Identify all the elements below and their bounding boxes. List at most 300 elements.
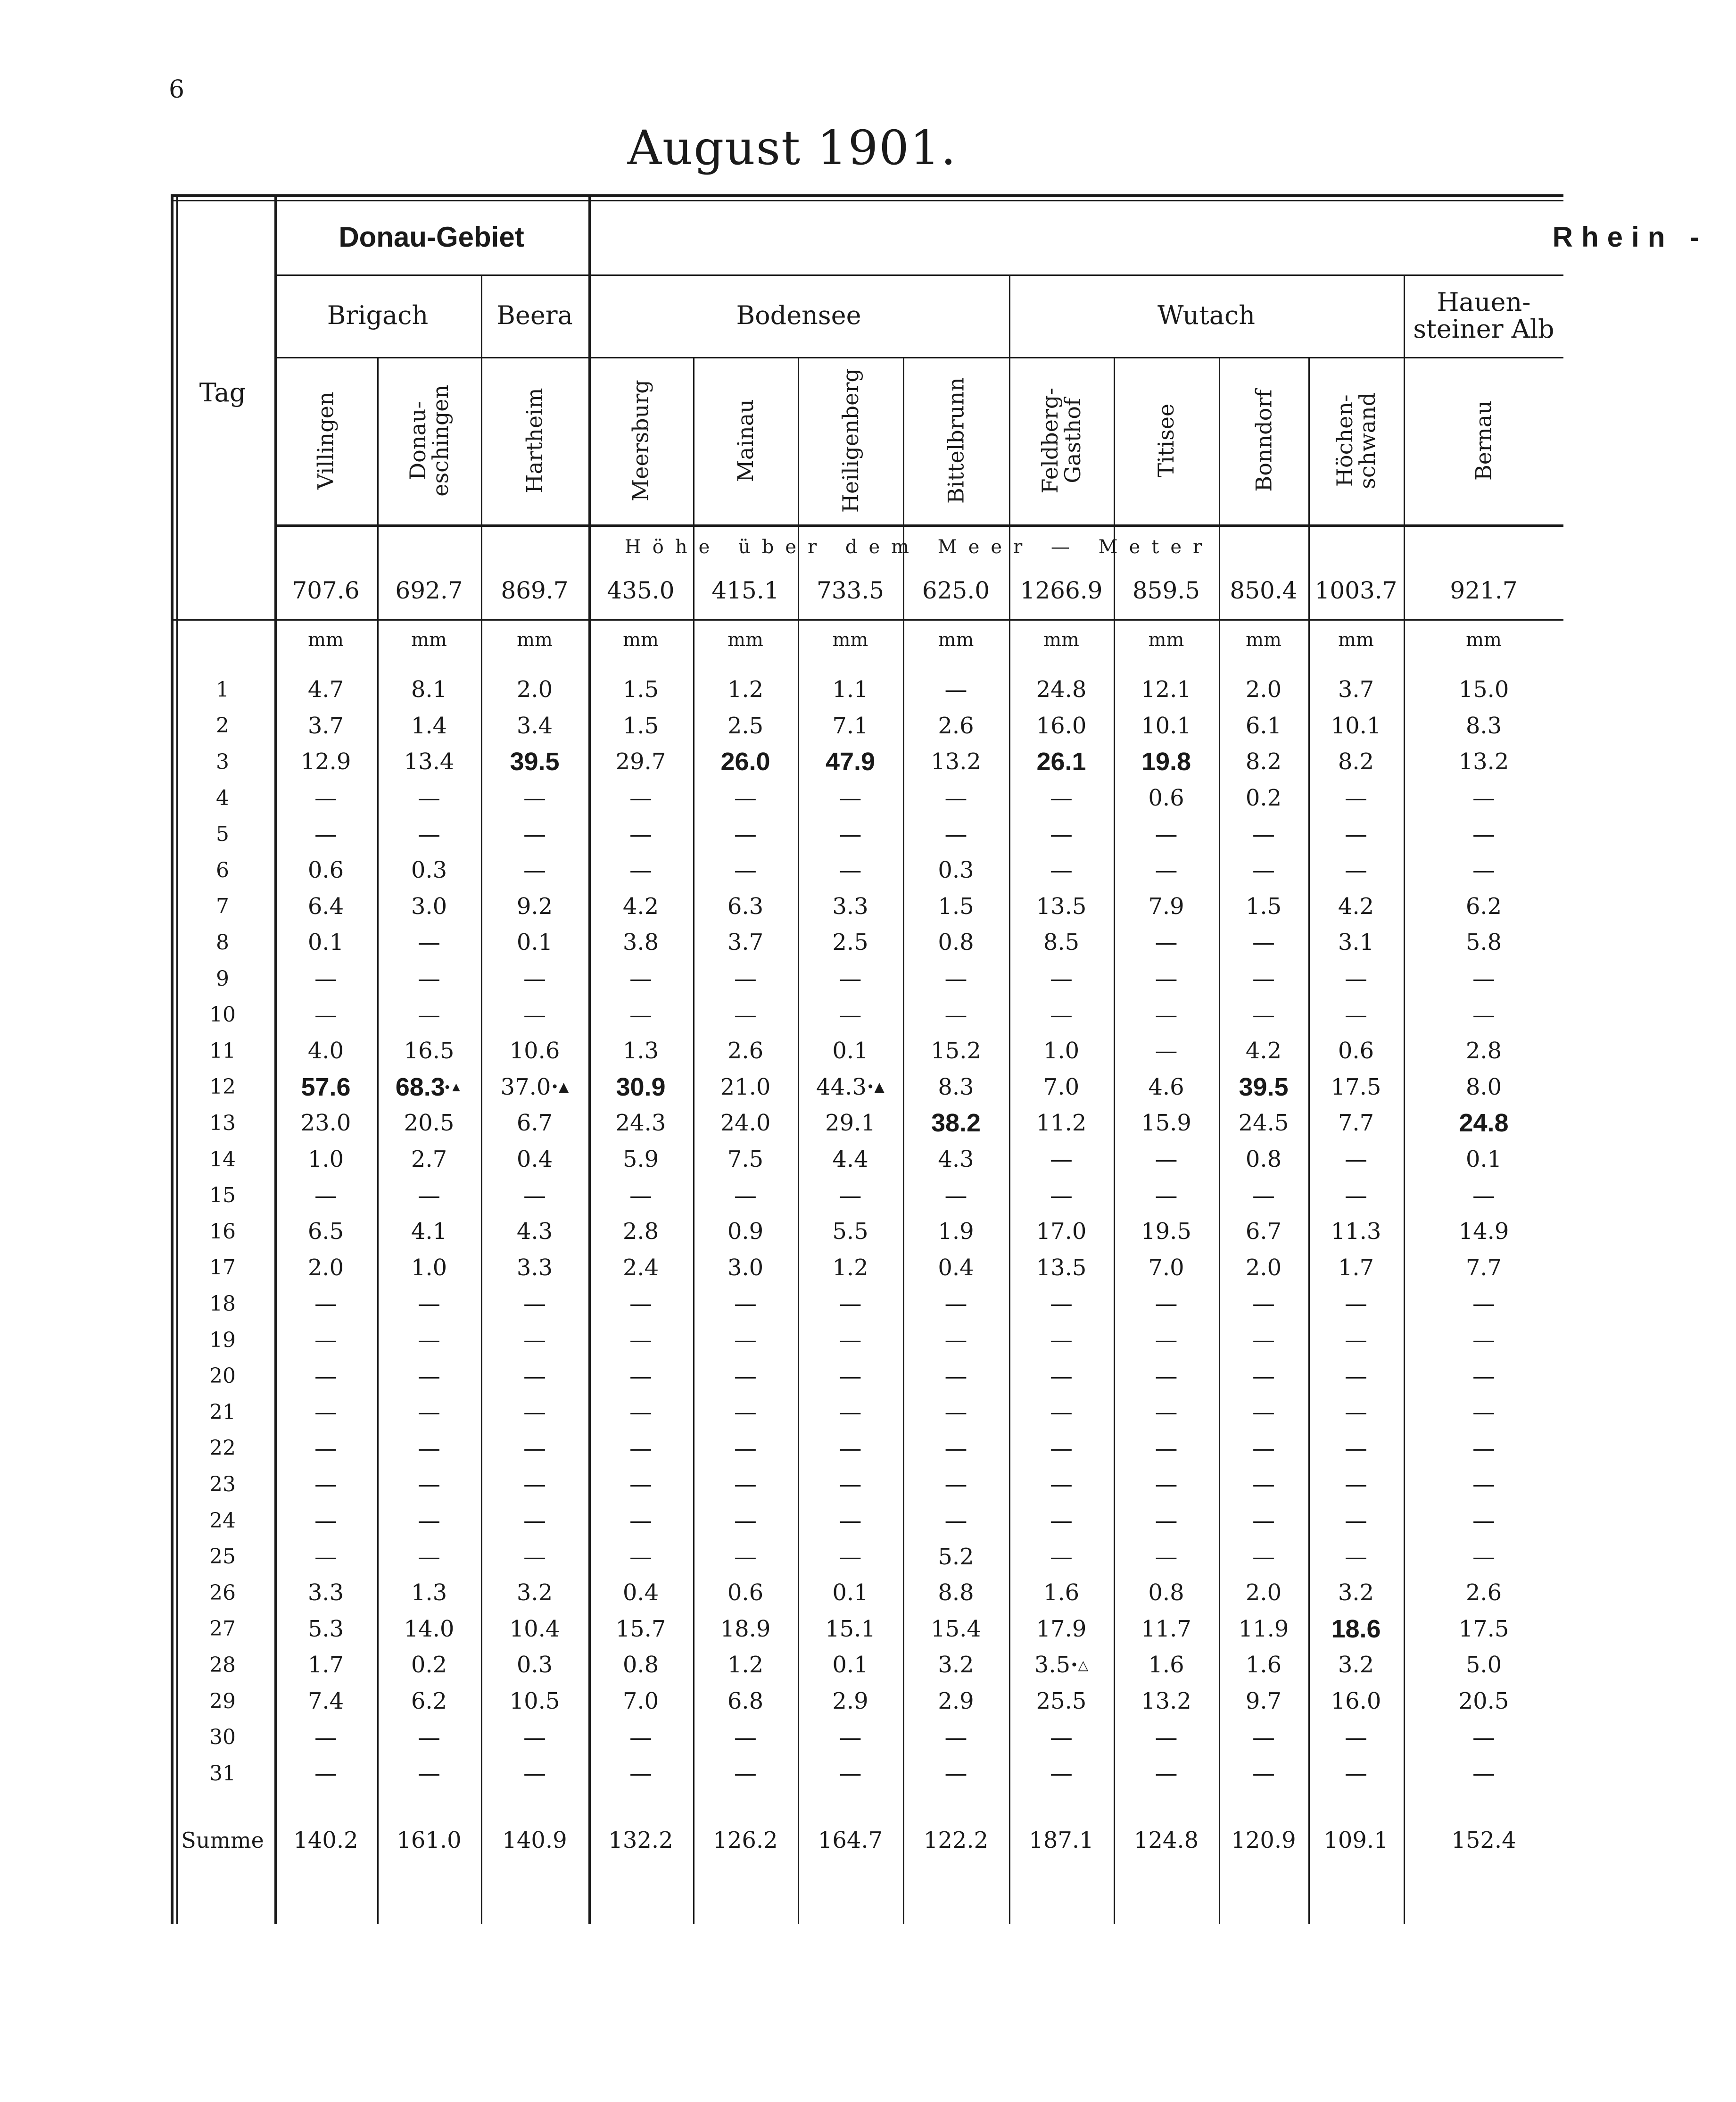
precip-value: 2.5 xyxy=(727,712,764,739)
sum-value: 120.9 xyxy=(1231,1827,1296,1853)
precip-value: — xyxy=(1345,1399,1367,1426)
sum-value: 161.0 xyxy=(397,1827,462,1853)
precip-value: — xyxy=(1345,1146,1367,1173)
day-number: 8 xyxy=(216,930,229,955)
precip-value: 7.9 xyxy=(1148,893,1184,920)
precip-value: — xyxy=(1252,1001,1275,1028)
precip-value: — xyxy=(1472,1182,1495,1209)
precip-value: — xyxy=(1050,1471,1073,1498)
sum-label: Summe xyxy=(181,1828,264,1853)
day-number: 18 xyxy=(209,1291,236,1316)
unit-label: mm xyxy=(1338,629,1374,651)
sum-value: 132.2 xyxy=(608,1827,673,1853)
precip-value: — xyxy=(1472,1399,1495,1426)
station-elevation: 435.0 xyxy=(607,577,675,604)
precip-value: 1.7 xyxy=(307,1652,344,1678)
precip-value: 9.2 xyxy=(516,893,553,920)
unit-label: mm xyxy=(727,629,763,651)
precip-value: — xyxy=(629,1507,652,1534)
precip-value: — xyxy=(1050,1724,1073,1751)
day-number: 29 xyxy=(209,1689,236,1713)
precip-value: — xyxy=(314,1001,337,1028)
precip-value: — xyxy=(629,1471,652,1498)
precip-value: — xyxy=(1050,1327,1073,1354)
precip-value: 7.0 xyxy=(1148,1254,1184,1281)
precip-value: — xyxy=(839,1507,862,1534)
precip-value: 21.0 xyxy=(720,1073,771,1100)
precip-value: 24.0 xyxy=(720,1110,771,1137)
unit-label: mm xyxy=(517,629,553,651)
precip-value: — xyxy=(418,1001,440,1028)
precip-value: 7.7 xyxy=(1338,1110,1374,1137)
station-name: Villingen xyxy=(313,391,339,490)
precip-value: — xyxy=(418,929,440,956)
precip-value: — xyxy=(314,1435,337,1462)
precip-value: 0.6 xyxy=(727,1579,764,1606)
precip-value: 17.0 xyxy=(1036,1218,1087,1245)
precip-value: — xyxy=(629,785,652,812)
station-name: Höchen- schwand xyxy=(1331,392,1380,489)
precip-value: 5.9 xyxy=(622,1146,659,1173)
precip-value: 8.5 xyxy=(1043,929,1080,956)
precip-value: — xyxy=(1345,1327,1367,1354)
precip-value: — xyxy=(418,1327,440,1354)
day-number: 15 xyxy=(209,1183,236,1208)
precip-value: — xyxy=(629,965,652,992)
precip-value: — xyxy=(734,1471,757,1498)
precip-value: — xyxy=(1345,1724,1367,1751)
precip-value: — xyxy=(944,785,967,812)
precip-value: — xyxy=(1050,1399,1073,1426)
precip-value: 1.3 xyxy=(622,1038,659,1064)
precip-value: 2.0 xyxy=(1245,676,1282,703)
precip-value: 3.3 xyxy=(307,1579,344,1606)
precip-value: — xyxy=(314,1399,337,1426)
precip-value: 3.2 xyxy=(1338,1579,1374,1606)
day-number: 13 xyxy=(209,1111,236,1135)
precip-value: 0.6 xyxy=(1338,1038,1374,1064)
precip-value: 24.8 xyxy=(1036,676,1087,703)
precip-value: 0.3 xyxy=(516,1652,553,1678)
table-top-border xyxy=(171,194,1563,197)
precip-value: — xyxy=(314,785,337,812)
elevation-caption: Höhe über dem Meer — Meter xyxy=(624,536,1214,558)
precip-value: 20.5 xyxy=(1458,1688,1509,1715)
station-header-10 xyxy=(1308,357,1404,524)
precip-value: 1.6 xyxy=(1245,1652,1282,1678)
day-number: 23 xyxy=(209,1472,236,1496)
precip-value: — xyxy=(314,1290,337,1317)
precip-value: — xyxy=(1155,1146,1178,1173)
precip-value: 1.6 xyxy=(1148,1652,1184,1678)
precip-value: 8.3 xyxy=(938,1073,974,1100)
precip-value: — xyxy=(418,1399,440,1426)
precip-value: — xyxy=(944,1507,967,1534)
precip-value: — xyxy=(418,1471,440,1498)
precip-value: — xyxy=(1345,1471,1367,1498)
precip-value: — xyxy=(944,1001,967,1028)
precip-value: — xyxy=(839,857,862,884)
station-header-1 xyxy=(377,357,481,524)
station-name: Bernau xyxy=(1471,400,1496,481)
precip-value: 1.1 xyxy=(832,676,868,703)
precip-value: — xyxy=(523,965,546,992)
precip-value: 4.4 xyxy=(832,1146,868,1173)
station-header-9 xyxy=(1219,357,1308,524)
precip-value: — xyxy=(1050,1543,1073,1570)
precip-value: — xyxy=(1472,1471,1495,1498)
precip-value: — xyxy=(629,1724,652,1751)
precip-value: 1.2 xyxy=(832,1254,868,1281)
precip-value: 1.0 xyxy=(411,1254,447,1281)
precip-value: — xyxy=(1472,1290,1495,1317)
precip-value: — xyxy=(1472,785,1495,812)
precip-value: — xyxy=(944,965,967,992)
precip-value: — xyxy=(523,1471,546,1498)
precip-value: 15.4 xyxy=(931,1615,981,1642)
precip-value: — xyxy=(944,1724,967,1751)
precip-value: — xyxy=(629,1290,652,1317)
precip-value: — xyxy=(629,1399,652,1426)
precip-value: 3.0 xyxy=(411,893,447,920)
precip-value: 3.0 xyxy=(727,1254,764,1281)
precip-value: — xyxy=(1155,1001,1178,1028)
precip-value: 37.0 •▲ xyxy=(500,1073,569,1100)
sum-value: 140.9 xyxy=(502,1827,567,1853)
unit-label: mm xyxy=(1466,629,1502,651)
precip-value: — xyxy=(629,1327,652,1354)
precip-value: — xyxy=(523,1435,546,1462)
sum-value: 187.1 xyxy=(1029,1827,1094,1853)
precip-value: — xyxy=(1252,1435,1275,1462)
precip-value: 29.7 xyxy=(615,748,666,775)
precip-value: 8.8 xyxy=(938,1579,974,1606)
precip-value: — xyxy=(523,821,546,847)
day-number: 14 xyxy=(209,1147,236,1171)
precip-value: — xyxy=(1472,1435,1495,1462)
precip-value: 23.0 xyxy=(300,1110,351,1137)
precip-value: — xyxy=(1252,1760,1275,1787)
station-elevation: 692.7 xyxy=(395,577,463,604)
precip-value: — xyxy=(734,1543,757,1570)
precip-value: 7.1 xyxy=(832,712,868,739)
precip-value: — xyxy=(1472,1363,1495,1389)
precip-value: 4.1 xyxy=(411,1218,447,1245)
precip-value: — xyxy=(1472,821,1495,847)
station-header-8 xyxy=(1114,357,1219,524)
day-number: 25 xyxy=(209,1545,236,1569)
elevation-rule xyxy=(171,619,1563,621)
day-number: 3 xyxy=(216,749,229,774)
precip-value: — xyxy=(944,1760,967,1787)
precip-value: — xyxy=(1472,965,1495,992)
precip-value: — xyxy=(944,1327,967,1354)
precip-value: 6.1 xyxy=(1245,712,1282,739)
unit-label: mm xyxy=(1043,629,1079,651)
precip-value: — xyxy=(314,965,337,992)
precip-value: 16.0 xyxy=(1036,712,1087,739)
precip-value: — xyxy=(1252,1543,1275,1570)
precip-value: 3.2 xyxy=(1338,1652,1374,1678)
precip-value: 5.3 xyxy=(307,1615,344,1642)
sum-value: 124.8 xyxy=(1133,1827,1199,1853)
region-header: Donau-Gebiet xyxy=(339,221,524,253)
precip-value: — xyxy=(1345,1760,1367,1787)
precip-value: — xyxy=(1472,1327,1495,1354)
precip-value: — xyxy=(418,1760,440,1787)
station-name: Titisee xyxy=(1153,404,1179,478)
precip-value: — xyxy=(839,1327,862,1354)
precip-value: — xyxy=(1345,965,1367,992)
station-name: Bonndorf xyxy=(1250,390,1276,492)
precip-value: — xyxy=(734,857,757,884)
day-number: 4 xyxy=(216,786,229,810)
precip-value: — xyxy=(1345,1507,1367,1534)
precip-value: 0.1 xyxy=(516,929,553,956)
unit-label: mm xyxy=(1246,629,1281,651)
precip-value: 1.0 xyxy=(1043,1038,1080,1064)
day-number: 1 xyxy=(216,677,229,702)
precip-value: — xyxy=(1155,821,1178,847)
precip-value: 0.4 xyxy=(516,1146,553,1173)
sum-value: 126.2 xyxy=(713,1827,778,1853)
precip-value: — xyxy=(314,1182,337,1209)
precip-value: — xyxy=(734,1290,757,1317)
precip-value: 13.5 xyxy=(1036,893,1087,920)
precip-value: 29.1 xyxy=(825,1110,876,1137)
sum-value: 152.4 xyxy=(1451,1827,1516,1853)
precip-value: — xyxy=(1050,1146,1073,1173)
precip-value: — xyxy=(1155,1724,1178,1751)
precip-value: — xyxy=(629,1760,652,1787)
precip-value: — xyxy=(839,1760,862,1787)
precip-value: — xyxy=(523,1363,546,1389)
precip-value: 1.5 xyxy=(1245,893,1282,920)
precip-value: 4.2 xyxy=(1338,893,1374,920)
precip-value: 38.2 xyxy=(931,1109,981,1138)
station-elevation: 869.7 xyxy=(501,577,569,604)
precip-value: — xyxy=(1155,1435,1178,1462)
precip-value: 1.0 xyxy=(307,1146,344,1173)
day-number: 22 xyxy=(209,1436,236,1461)
precip-value: — xyxy=(523,1399,546,1426)
precip-value: 8.0 xyxy=(1465,1073,1502,1100)
sum-value: 122.2 xyxy=(923,1827,989,1853)
precip-value: 6.7 xyxy=(1245,1218,1282,1245)
precip-value: — xyxy=(1050,1507,1073,1534)
precip-value: — xyxy=(523,1543,546,1570)
precip-value: 20.5 xyxy=(404,1110,455,1137)
precip-value: — xyxy=(629,821,652,847)
day-number: 26 xyxy=(209,1580,236,1605)
precip-value: 12.1 xyxy=(1141,676,1191,703)
precip-value: 8.1 xyxy=(411,676,447,703)
day-number: 12 xyxy=(209,1075,236,1099)
precip-value: — xyxy=(944,1182,967,1209)
precip-value: — xyxy=(1050,965,1073,992)
precip-value: 0.8 xyxy=(938,929,974,956)
precip-value: — xyxy=(944,821,967,847)
precip-value: 1.6 xyxy=(1043,1579,1080,1606)
precip-value: 3.1 xyxy=(1338,929,1374,956)
day-number: 30 xyxy=(209,1725,236,1750)
unit-label: mm xyxy=(938,629,974,651)
precip-value: 0.1 xyxy=(832,1038,868,1064)
precip-value: — xyxy=(839,1363,862,1389)
precip-value: 4.3 xyxy=(516,1218,553,1245)
precip-value: — xyxy=(1155,1363,1178,1389)
day-number: 11 xyxy=(209,1039,236,1063)
precip-value: — xyxy=(1050,1435,1073,1462)
precip-value: 0.3 xyxy=(411,857,447,884)
precip-value: — xyxy=(1472,1001,1495,1028)
station-header-11 xyxy=(1404,357,1564,524)
precip-value: — xyxy=(418,1182,440,1209)
precip-value: 10.6 xyxy=(509,1038,560,1064)
precip-value: 15.0 xyxy=(1458,676,1509,703)
precip-value: — xyxy=(734,1507,757,1534)
precip-value: — xyxy=(314,1760,337,1787)
precip-value: — xyxy=(839,1724,862,1751)
precip-value: 0.1 xyxy=(307,929,344,956)
precip-value: 18.9 xyxy=(720,1615,771,1642)
precip-value: — xyxy=(523,1724,546,1751)
precip-value: — xyxy=(1252,1363,1275,1389)
precip-value: — xyxy=(523,785,546,812)
precip-value: 0.4 xyxy=(938,1254,974,1281)
precip-value: — xyxy=(523,1507,546,1534)
precip-value: — xyxy=(523,1327,546,1354)
station-elevation: 707.6 xyxy=(292,577,360,604)
station-elevation: 1266.9 xyxy=(1020,577,1103,604)
precip-value: — xyxy=(734,1435,757,1462)
precip-value: 8.2 xyxy=(1245,748,1282,775)
precip-value: — xyxy=(839,1290,862,1317)
precip-value: — xyxy=(1252,1182,1275,1209)
precip-value: — xyxy=(418,1543,440,1570)
precip-value: — xyxy=(1345,1001,1367,1028)
page-title: August 1901. xyxy=(627,120,957,175)
precip-value: — xyxy=(314,1724,337,1751)
precipitation-table xyxy=(171,194,1708,1924)
precip-value: — xyxy=(1252,1327,1275,1354)
precip-value: 1.2 xyxy=(727,1652,764,1678)
precip-value: — xyxy=(314,1363,337,1389)
precip-value: 30.9 xyxy=(616,1072,666,1101)
day-number: 21 xyxy=(209,1400,236,1424)
precip-value: — xyxy=(734,1760,757,1787)
precip-value: 7.7 xyxy=(1465,1254,1502,1281)
precip-value: 13.5 xyxy=(1036,1254,1087,1281)
unit-label: mm xyxy=(623,629,659,651)
precip-value: — xyxy=(1050,785,1073,812)
precip-value: 15.7 xyxy=(615,1615,666,1642)
precip-value: — xyxy=(418,1363,440,1389)
precip-value: 11.2 xyxy=(1036,1110,1087,1137)
precip-value: 1.4 xyxy=(411,712,447,739)
precip-value: — xyxy=(1252,1507,1275,1534)
station-name: Feldberg- Gasthof xyxy=(1037,388,1085,494)
precip-value: 2.7 xyxy=(411,1146,447,1173)
precip-value: — xyxy=(629,1435,652,1462)
precip-value: — xyxy=(944,1435,967,1462)
precip-value: 2.0 xyxy=(1245,1579,1282,1606)
region-header: Rhein - xyxy=(1552,221,1708,253)
precip-value: — xyxy=(1472,1507,1495,1534)
precip-value: — xyxy=(734,1182,757,1209)
day-number: 5 xyxy=(216,822,229,847)
sum-value: 164.7 xyxy=(818,1827,883,1853)
precip-value: — xyxy=(629,1363,652,1389)
precip-value: — xyxy=(1155,929,1178,956)
precip-value: — xyxy=(523,1290,546,1317)
precip-value: 0.3 xyxy=(938,857,974,884)
precip-value: — xyxy=(839,821,862,847)
precip-value: — xyxy=(1155,1182,1178,1209)
precip-value: 15.2 xyxy=(931,1038,981,1064)
precip-value: 15.9 xyxy=(1141,1110,1191,1137)
precip-value: — xyxy=(418,1290,440,1317)
precip-value: — xyxy=(1050,821,1073,847)
precip-value: 3.5 •△ xyxy=(1034,1652,1089,1678)
precip-value: 2.4 xyxy=(622,1254,659,1281)
sum-value: 109.1 xyxy=(1323,1827,1389,1853)
precip-value: — xyxy=(839,1471,862,1498)
day-number: 2 xyxy=(216,714,229,738)
precip-value: — xyxy=(734,1327,757,1354)
precip-value: — xyxy=(1155,1290,1178,1317)
precip-value: 1.2 xyxy=(727,676,764,703)
day-number: 10 xyxy=(209,1003,236,1027)
precip-value: 17.9 xyxy=(1036,1615,1087,1642)
precip-value: 2.0 xyxy=(1245,1254,1282,1281)
precip-value: — xyxy=(734,1724,757,1751)
basin-header: Hauen- steiner Alb xyxy=(1413,287,1554,344)
precip-value: — xyxy=(1050,1290,1073,1317)
precip-value: 39.5 xyxy=(1239,1072,1289,1101)
precip-value: 1.7 xyxy=(1338,1254,1374,1281)
precip-value: 4.3 xyxy=(938,1146,974,1173)
precip-value: 19.8 xyxy=(1141,748,1191,776)
precip-value: — xyxy=(1155,965,1178,992)
precip-value: — xyxy=(734,1363,757,1389)
day-number: 19 xyxy=(209,1328,236,1352)
precip-value: 3.3 xyxy=(516,1254,553,1281)
precip-value: 4.7 xyxy=(307,676,344,703)
precip-value: — xyxy=(1155,857,1178,884)
precip-value: — xyxy=(1472,1543,1495,1570)
precip-value: 24.5 xyxy=(1238,1110,1289,1137)
precip-value: — xyxy=(1252,821,1275,847)
station-header-0 xyxy=(274,357,377,524)
precip-value: 6.7 xyxy=(516,1110,553,1137)
precip-value: — xyxy=(1050,1001,1073,1028)
precip-value: — xyxy=(734,785,757,812)
precip-value: 4.6 xyxy=(1148,1073,1184,1100)
station-header-3 xyxy=(588,357,693,524)
precip-value: 3.7 xyxy=(727,929,764,956)
station-header-4 xyxy=(693,357,798,524)
precip-value: 6.4 xyxy=(307,893,344,920)
precip-value: 10.1 xyxy=(1331,712,1381,739)
precip-value: 0.4 xyxy=(622,1579,659,1606)
precip-value: 0.9 xyxy=(727,1218,764,1245)
precip-value: 3.8 xyxy=(622,929,659,956)
precip-value: — xyxy=(523,1182,546,1209)
precip-value: 6.5 xyxy=(307,1218,344,1245)
precip-value: 2.6 xyxy=(1465,1579,1502,1606)
day-number: 9 xyxy=(216,966,229,991)
